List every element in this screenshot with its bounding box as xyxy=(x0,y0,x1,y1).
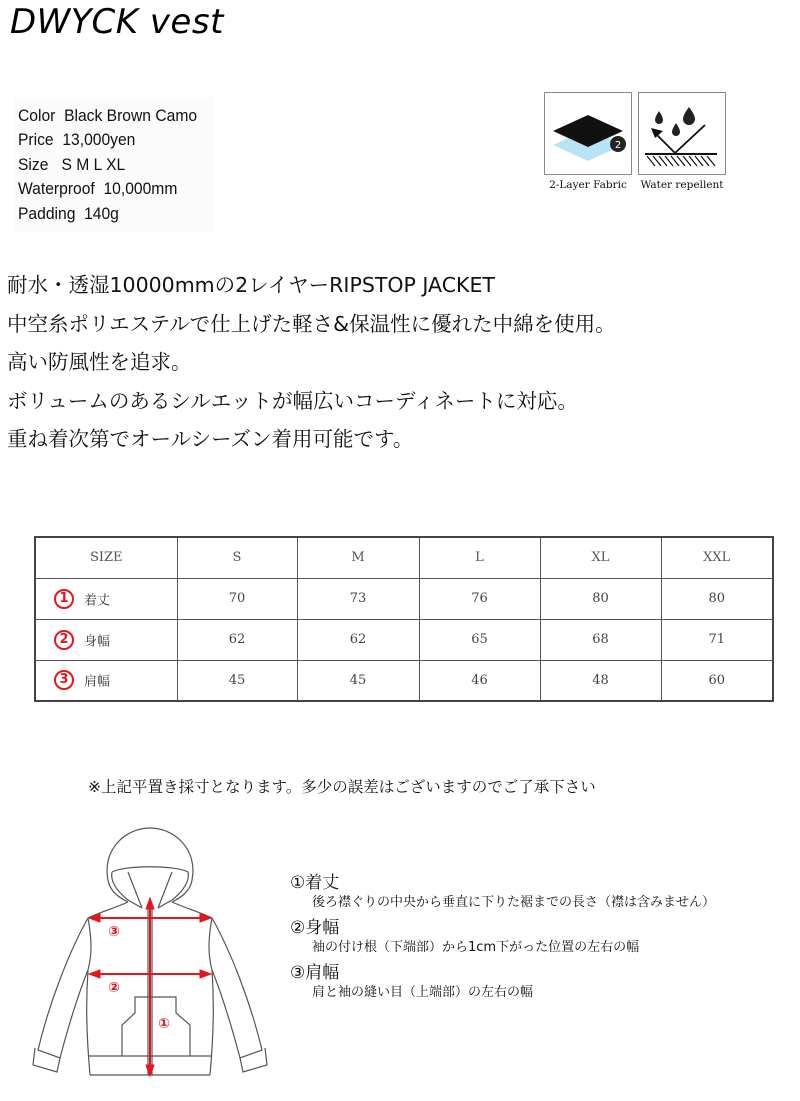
legend-heading: ②身幅 xyxy=(290,918,340,938)
table-cell: 62 xyxy=(177,619,297,660)
description-line: 耐水・透湿10000mmの2レイヤーRIPSTOP JACKET xyxy=(7,273,495,297)
table-cell: 60 xyxy=(661,660,773,701)
table-row xyxy=(35,660,773,701)
spec-size: Size S M L XL xyxy=(18,154,126,174)
table-cell: 62 xyxy=(297,619,419,660)
legend-heading: ③肩幅 xyxy=(290,963,340,983)
legend-heading: ①着丈 xyxy=(290,873,340,893)
hoodie-measurement-diagram xyxy=(30,820,280,1094)
legend-item-width xyxy=(290,917,715,956)
marker-2: ② xyxy=(108,980,120,996)
header-l: L xyxy=(419,537,540,578)
table-row xyxy=(35,578,773,619)
row-label xyxy=(35,660,177,701)
table-cell: 45 xyxy=(177,660,297,701)
header-m: M xyxy=(297,537,419,578)
table-cell: 68 xyxy=(540,619,661,660)
legend-description: 後ろ襟ぐりの中央から垂直に下りた裾までの長さ（襟は含みません） xyxy=(312,895,716,910)
hoodie-icon xyxy=(30,820,280,1090)
table-cell: 45 xyxy=(297,660,419,701)
legend-item-shoulder xyxy=(290,962,715,1001)
number-badge: 2 xyxy=(54,630,74,650)
size-chart-table xyxy=(34,536,774,702)
row-name: 身幅 xyxy=(84,634,111,649)
table-cell: 80 xyxy=(661,578,773,619)
table-cell: 76 xyxy=(419,578,540,619)
table-cell: 46 xyxy=(419,660,540,701)
header-xl: XL xyxy=(540,537,661,578)
table-cell: 70 xyxy=(177,578,297,619)
description-line: 中空糸ポリエステルで仕上げた軽さ&保温性に優れた中綿を使用。 xyxy=(7,311,616,336)
number-badge: 1 xyxy=(54,589,74,609)
feature-label: Water repellent xyxy=(640,179,724,191)
row-name: 着丈 xyxy=(84,593,111,608)
header-xxl: XXL xyxy=(661,537,773,578)
measurement-legend xyxy=(290,872,715,1007)
product-description xyxy=(7,266,616,459)
spec-padding: Padding 140g xyxy=(18,203,119,223)
spec-list xyxy=(13,97,213,232)
svg-text:2: 2 xyxy=(614,140,622,151)
feature-label: 2-Layer Fabric xyxy=(549,179,627,191)
table-header-row xyxy=(35,537,773,578)
feature-two-layer-fabric xyxy=(544,92,632,191)
row-label xyxy=(35,578,177,619)
table-cell: 65 xyxy=(419,619,540,660)
marker-1: ① xyxy=(158,1016,170,1032)
header-s: S xyxy=(177,537,297,578)
feature-water-repellent xyxy=(638,92,726,191)
spec-price: Price 13,000yen xyxy=(18,130,136,150)
row-label xyxy=(35,619,177,660)
header-size: SIZE xyxy=(35,537,177,578)
product-title: DWYCK vest xyxy=(10,2,224,42)
legend-item-length xyxy=(290,872,715,911)
water-repellent-icon xyxy=(638,92,726,175)
two-layer-fabric-icon xyxy=(544,92,632,175)
number-badge: 3 xyxy=(54,670,74,690)
marker-3: ③ xyxy=(108,924,120,940)
description-line: 重ね着次第でオールシーズン着用可能です。 xyxy=(7,427,414,452)
row-name: 肩幅 xyxy=(84,674,111,690)
description-line: ボリュームのあるシルエットが幅広いコーディネートに対応。 xyxy=(7,388,578,413)
table-cell: 48 xyxy=(540,660,661,701)
table-cell: 71 xyxy=(661,619,773,660)
legend-description: 肩と袖の縫い目（上端部）の左右の幅 xyxy=(312,985,534,1000)
legend-description: 袖の付け根（下端部）から1cm下がった位置の左右の幅 xyxy=(312,940,640,955)
table-cell: 73 xyxy=(297,578,419,619)
spec-color: Color Black Brown Camo xyxy=(18,106,198,125)
table-row xyxy=(35,619,773,660)
spec-waterproof: Waterproof 10,000mm xyxy=(18,179,178,199)
measurement-note: ※上記平置き採寸となります。多少の誤差はございますのでご了承下さい xyxy=(88,778,596,796)
table-cell: 80 xyxy=(540,578,661,619)
description-line: 高い防風性を追求。 xyxy=(7,350,192,375)
